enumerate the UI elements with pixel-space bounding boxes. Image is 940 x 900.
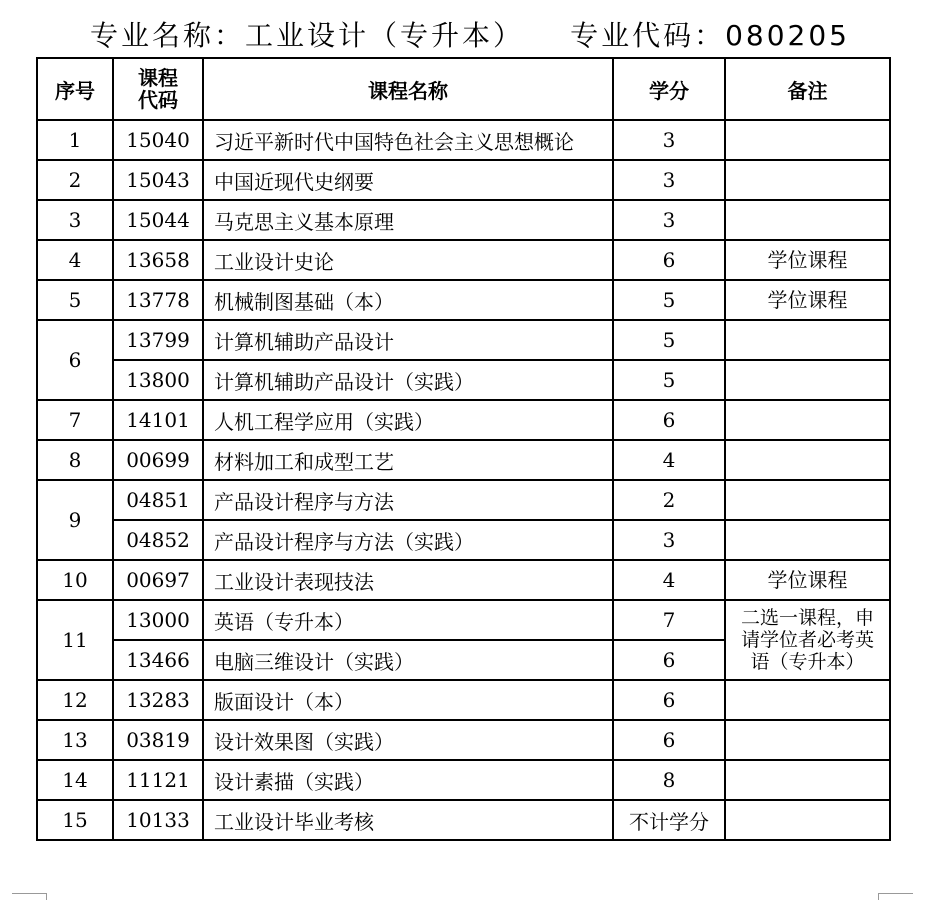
row-name: 人机工程学应用（实践） — [203, 400, 613, 440]
row-name: 电脑三维设计（实践） — [203, 640, 613, 680]
row-code: 00699 — [113, 440, 203, 480]
row-note — [725, 320, 890, 360]
table-row — [37, 440, 890, 480]
row-code: 13800 — [113, 360, 203, 400]
row-note — [725, 200, 890, 240]
major-code-label: 专业代码：080205 — [570, 19, 850, 52]
row-note: 学位课程 — [725, 560, 890, 600]
table-row — [37, 600, 890, 640]
row-credit: 3 — [613, 200, 725, 240]
row-name: 产品设计程序与方法 — [203, 480, 613, 520]
header-code — [113, 58, 203, 120]
row-credit: 5 — [613, 280, 725, 320]
table-row — [37, 400, 890, 440]
row-code: 04851 — [113, 480, 203, 520]
row-note — [725, 680, 890, 720]
row-code: 04852 — [113, 520, 203, 560]
course-table — [36, 57, 891, 841]
row-no: 1 — [37, 120, 113, 160]
row-code: 00697 — [113, 560, 203, 600]
row-note — [725, 720, 890, 760]
row-credit: 5 — [613, 360, 725, 400]
row-code: 13283 — [113, 680, 203, 720]
row-name: 设计效果图（实践） — [203, 720, 613, 760]
row-no: 3 — [37, 200, 113, 240]
row-note — [725, 400, 890, 440]
row-no: 10 — [37, 560, 113, 600]
row-note — [725, 440, 890, 480]
row-name: 中国近现代史纲要 — [203, 160, 613, 200]
row-code: 15044 — [113, 200, 203, 240]
row-code: 03819 — [113, 720, 203, 760]
table-row — [37, 240, 890, 280]
row-credit: 不计学分 — [613, 800, 725, 840]
row-no: 13 — [37, 720, 113, 760]
row-name: 材料加工和成型工艺 — [203, 440, 613, 480]
row-credit: 6 — [613, 720, 725, 760]
table-header-row — [37, 58, 890, 120]
row-name: 工业设计表现技法 — [203, 560, 613, 600]
row-note — [725, 120, 890, 160]
row-code: 13658 — [113, 240, 203, 280]
table-row — [37, 320, 890, 360]
row-credit: 2 — [613, 480, 725, 520]
row-name: 英语（专升本） — [203, 600, 613, 640]
row-credit: 3 — [613, 120, 725, 160]
table-row — [37, 760, 890, 800]
row-note — [725, 760, 890, 800]
table-row — [37, 120, 890, 160]
row-no: 9 — [37, 480, 113, 560]
row-no: 8 — [37, 440, 113, 480]
row-credit: 6 — [613, 400, 725, 440]
row-code: 14101 — [113, 400, 203, 440]
row-code: 15043 — [113, 160, 203, 200]
row-name: 习近平新时代中国特色社会主义思想概论 — [203, 120, 613, 160]
row-note — [725, 800, 890, 840]
header-code-text: 课程代码 — [138, 66, 178, 112]
row-credit: 8 — [613, 760, 725, 800]
header-no: 序号 — [37, 58, 113, 120]
row-no: 4 — [37, 240, 113, 280]
header-note: 备注 — [725, 58, 890, 120]
page-title — [0, 14, 940, 54]
row-credit: 4 — [613, 440, 725, 480]
row-note: 学位课程 — [725, 280, 890, 320]
table-row — [37, 200, 890, 240]
page-corner-mark-right — [878, 893, 913, 900]
row-no: 15 — [37, 800, 113, 840]
row-code: 13799 — [113, 320, 203, 360]
row-name: 机械制图基础（本） — [203, 280, 613, 320]
row-code: 13000 — [113, 600, 203, 640]
row-code: 15040 — [113, 120, 203, 160]
row-no: 14 — [37, 760, 113, 800]
table-row — [37, 680, 890, 720]
row-name: 工业设计史论 — [203, 240, 613, 280]
row-no: 7 — [37, 400, 113, 440]
table-row — [37, 520, 890, 560]
row-note — [725, 160, 890, 200]
row-no: 11 — [37, 600, 113, 680]
row-note — [725, 520, 890, 560]
row-code: 13778 — [113, 280, 203, 320]
row-name: 版面设计（本） — [203, 680, 613, 720]
row-note: 学位课程 — [725, 240, 890, 280]
row-note — [725, 360, 890, 400]
row-code: 13466 — [113, 640, 203, 680]
header-name: 课程名称 — [203, 58, 613, 120]
row-note-merged — [725, 600, 890, 680]
row-name: 马克思主义基本原理 — [203, 200, 613, 240]
row-no: 5 — [37, 280, 113, 320]
row-credit: 5 — [613, 320, 725, 360]
table-row — [37, 560, 890, 600]
table-row — [37, 160, 890, 200]
row-name: 工业设计毕业考核 — [203, 800, 613, 840]
row-credit: 6 — [613, 240, 725, 280]
row-credit: 7 — [613, 600, 725, 640]
row-name: 设计素描（实践） — [203, 760, 613, 800]
table-row — [37, 360, 890, 400]
row-name: 计算机辅助产品设计（实践） — [203, 360, 613, 400]
row-code: 10133 — [113, 800, 203, 840]
row-credit: 3 — [613, 160, 725, 200]
row-credit: 6 — [613, 680, 725, 720]
table-row — [37, 280, 890, 320]
row-no: 12 — [37, 680, 113, 720]
row-note — [725, 480, 890, 520]
row-note-text: 二选一课程，申请学位者必考英语（专升本） — [740, 607, 874, 673]
row-no: 6 — [37, 320, 113, 400]
row-credit: 3 — [613, 520, 725, 560]
row-credit: 6 — [613, 640, 725, 680]
row-name: 产品设计程序与方法（实践） — [203, 520, 613, 560]
table-row — [37, 720, 890, 760]
row-credit: 4 — [613, 560, 725, 600]
page-corner-mark-left — [12, 893, 47, 900]
header-credit: 学分 — [613, 58, 725, 120]
table-row — [37, 480, 890, 520]
row-code: 11121 — [113, 760, 203, 800]
major-name-label: 专业名称：工业设计（专升本） — [90, 19, 525, 52]
row-name: 计算机辅助产品设计 — [203, 320, 613, 360]
row-no: 2 — [37, 160, 113, 200]
table-row — [37, 800, 890, 840]
